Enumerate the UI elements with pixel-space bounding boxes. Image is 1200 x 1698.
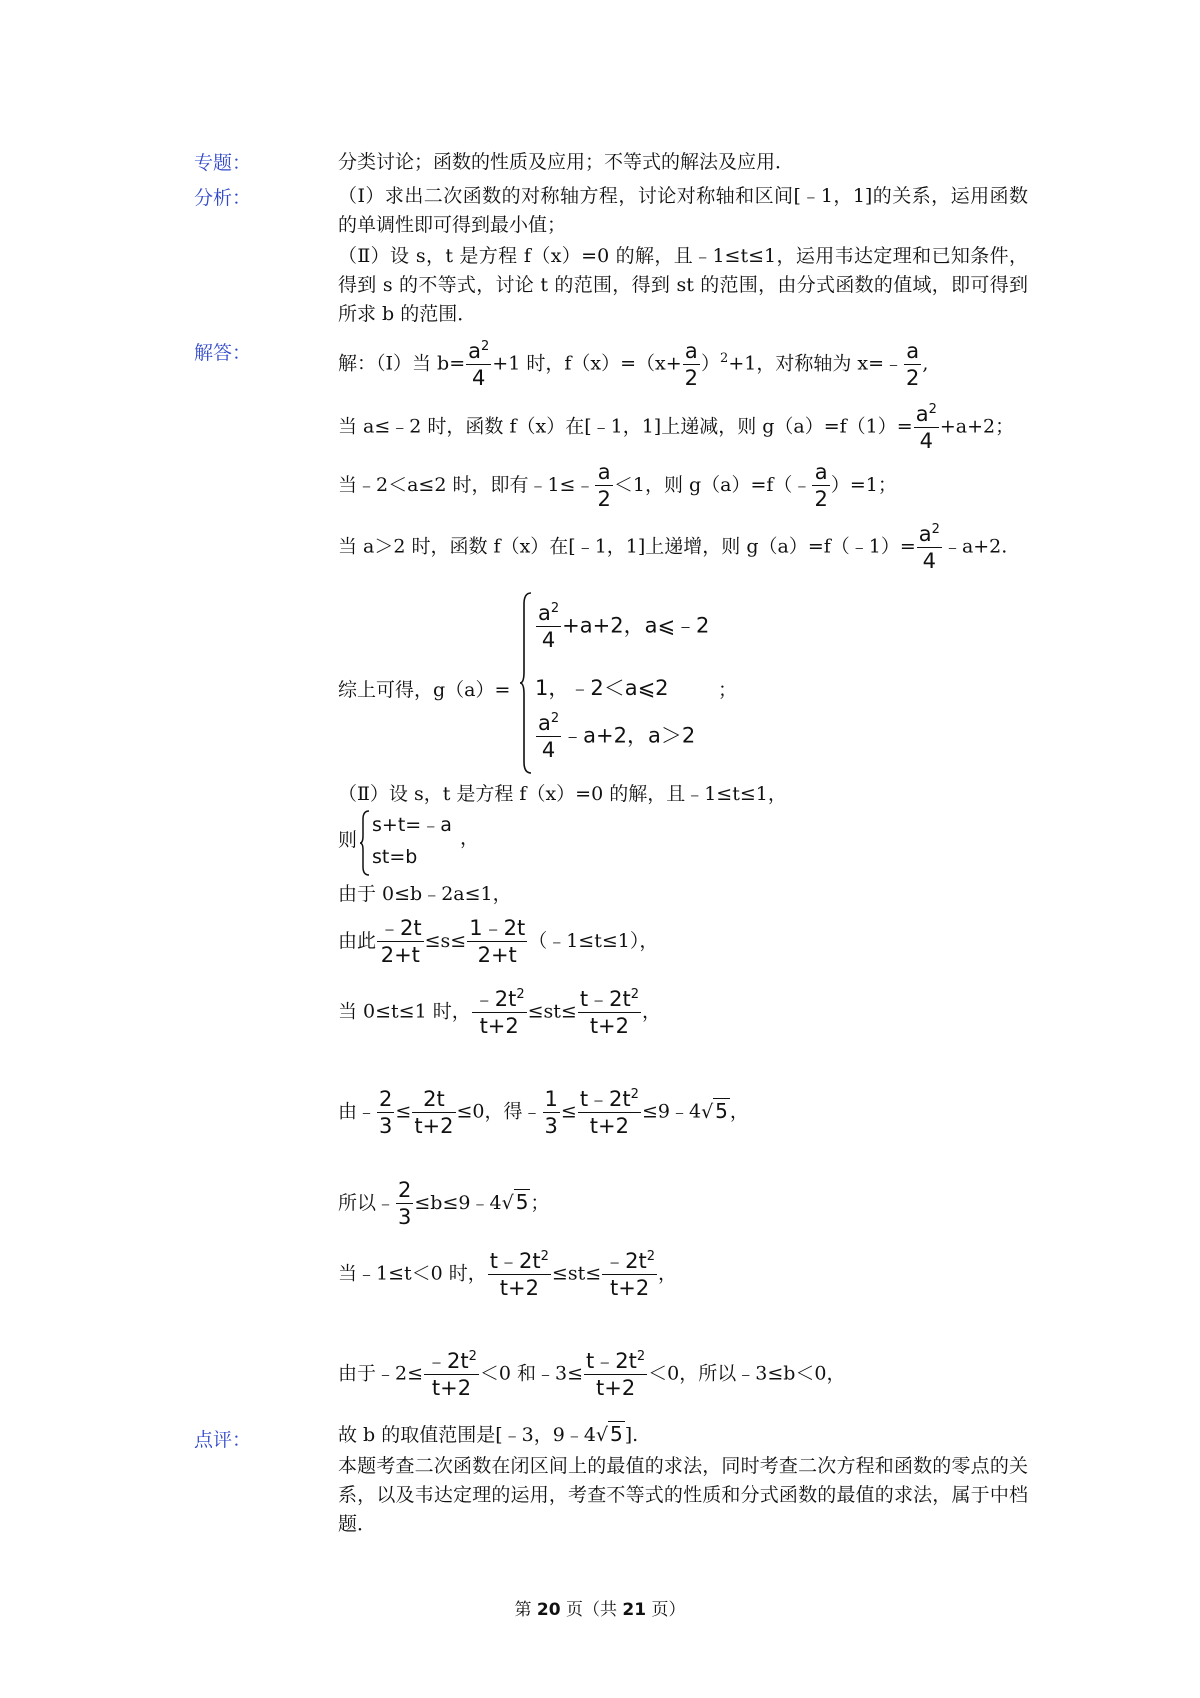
sol-line-12: 所以﹣ $\frac{2}{3}$ ≤b≤9﹣4√ 5 ； bbox=[338, 1178, 550, 1229]
topic-text: 分类讨论；函数的性质及应用；不等式的解法及应用． bbox=[338, 151, 795, 173]
piecewise-brace bbox=[520, 592, 532, 774]
label-analysis: 分析： bbox=[194, 187, 252, 209]
sol-line-2: 当 a≤﹣2 时，函数 f（x）在[﹣1，1]上递减，则 g（a）=f（1）= $\frac{a^2}{4}$ +a+2； bbox=[338, 402, 1015, 453]
sol-line-3: 当﹣2＜a≤2 时，即有﹣1≤﹣ $\frac{a}{2}$ ＜1，则 g（a）=f（﹣ $\frac{a}{2}$ ）=1； bbox=[338, 460, 897, 511]
frac-a-over-2: $\frac{a}{2}$ bbox=[906, 338, 920, 390]
label-comment: 点评： bbox=[194, 1429, 252, 1451]
sol-line-6: （Ⅱ）设 s，t 是方程 f（x）=0 的解，且﹣1≤t≤1， bbox=[338, 783, 787, 805]
sol-line-7-label: 则 bbox=[338, 829, 358, 851]
frac-a-over-2: $\frac{a}{2}$ bbox=[814, 460, 828, 511]
analysis-p1: （Ⅰ）求出二次函数的对称轴方程，讨论对称轴和区间[﹣1，1]的关系，运用函数的单调性即可得到最小值； bbox=[338, 185, 1028, 236]
page-footer: 第 20 页（共 21 页） bbox=[514, 1600, 686, 1620]
sol-line-5-label: 综上可得，g（a）= bbox=[338, 679, 511, 701]
piecewise-case-2: 1，﹣2＜a⩽2 bbox=[535, 676, 669, 700]
sol-line-1: 解：（Ⅰ）当 b= $\frac{a^2}{4}$ +1 时，f（x）=（x+ $\frac{a}{2}$ ）$^2$+1，对称轴为 x=﹣ $\frac{a}{2}$ , bbox=[338, 338, 929, 390]
sol-line-10: 当 0≤t≤1 时， $\frac{﹣2t^2}{t+2}$ ≤st≤ $\frac{t﹣2t^2}{t+2}$ ， bbox=[338, 987, 661, 1038]
analysis-p2: （Ⅱ）设 s，t 是方程 f（x）=0 的解，且﹣1≤t≤1，运用韦达定理和已知条件，得到 s 的不等式，讨论 t 的范围，得到 st 的范围，由分式函数的值域，即可得到所求 b 的范围． bbox=[338, 245, 1028, 325]
label-solution: 解答： bbox=[194, 342, 252, 364]
frac-a-over-2: $\frac{a}{2}$ bbox=[597, 460, 611, 511]
sol-line-11: 由﹣ $\frac{2}{3}$ ≤ $\frac{2t}{t+2}$ ≤0，得﹣ $\frac{1}{3}$ ≤ $\frac{t﹣2t^2}{t+2}$ ≤9﹣4√ 5 ， bbox=[338, 1086, 749, 1138]
sol-line-13: 当﹣1≤t＜0 时， $\frac{t﹣2t^2}{t+2}$ ≤st≤ $\frac{﹣2t^2}{t+2}$ ， bbox=[338, 1249, 678, 1300]
system-eq-2: st=b bbox=[372, 846, 418, 868]
system-eq-1: s+t=﹣a bbox=[372, 814, 452, 836]
system-end: ， bbox=[460, 827, 480, 849]
frac-a2-over-4: $\frac{a^2}{4}$ bbox=[915, 402, 937, 453]
piecewise-case-3: $\frac{a^2}{4}$ ﹣a+2，a＞2 bbox=[538, 711, 696, 762]
system-brace bbox=[360, 810, 370, 876]
comment-text: 本题考查二次函数在闭区间上的最值的求法，同时考查二次方程和函数的零点的关系，以及韦达定理的运用，考查不等式的性质和分式函数的最值的求法，属于中档题． bbox=[338, 1455, 1028, 1535]
sol-line-9: 由此 $\frac{﹣2t}{2+t}$ ≤s≤ $\frac{1﹣2t}{2+t}$ （﹣1≤t≤1）， bbox=[338, 916, 659, 967]
sol-line-14: 由于﹣2≤ $\frac{﹣2t^2}{t+2}$ ＜0 和﹣3≤ $\frac{t﹣2t^2}{t+2}$ ＜0，所以﹣3≤b＜0， bbox=[338, 1349, 846, 1400]
piecewise-end: ； bbox=[718, 679, 738, 701]
sol-line-4: 当 a＞2 时，函数 f（x）在[﹣1，1]上递增，则 g（a）=f（﹣1）= $\frac{a^2}{4}$ ﹣a+2. bbox=[338, 522, 1008, 573]
label-topic: 专题： bbox=[194, 152, 252, 174]
sol-line-8: 由于 0≤b﹣2a≤1， bbox=[338, 883, 512, 905]
frac-a2-over-4: $\frac{a^2}{4}$ bbox=[918, 522, 940, 573]
piecewise-case-1: $\frac{a^2}{4}$ +a+2，a⩽﹣2 bbox=[538, 601, 710, 652]
frac-a2-over-4: $\frac{a^2}{4}$ bbox=[468, 339, 490, 390]
frac-a-over-2: $\frac{a}{2}$ bbox=[684, 338, 699, 390]
sol-line-15: 故 b 的取值范围是[﹣3，9﹣4√ 5 ]. bbox=[338, 1422, 639, 1446]
